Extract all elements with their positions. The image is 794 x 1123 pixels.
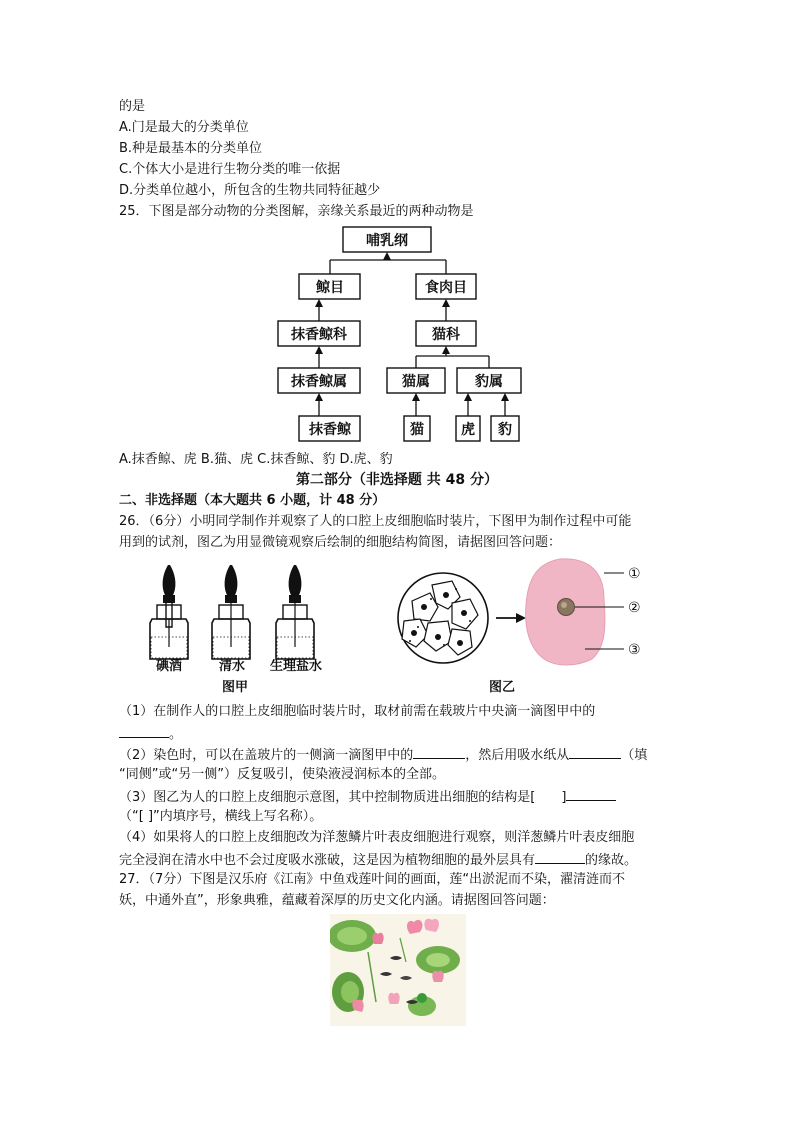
q26-sub2-line2: “同侧”或“另一侧”）反复吸引，使染液浸润标本的全部。 [119, 767, 445, 782]
part2-title: 第二部分（非选择题 共 48 分） [295, 472, 499, 488]
marker-2: ② [628, 600, 641, 616]
answer-blank-5[interactable] [535, 849, 585, 864]
arrow-right-icon [496, 613, 526, 623]
reagent-label-water: 清水 [218, 659, 246, 674]
q26-sub3-line1: （3）图乙为人的口腔上皮细胞示意图，其中控制物质进出细胞的结构是[ ] [119, 786, 616, 808]
tree-label-genus-left: 抹香鲸属 [291, 374, 347, 390]
q24-option-b: B.种是最基本的分类单位 [119, 141, 263, 156]
cell-schematic [526, 559, 624, 665]
answer-blank-2[interactable] [413, 744, 465, 759]
reagent-label-iodine: 碘酒 [155, 659, 183, 674]
answer-blank-3[interactable] [569, 744, 621, 759]
marker-1: ① [628, 566, 641, 582]
tree-label-order-right: 食肉目 [425, 280, 467, 296]
q24-option-a: A.门是最大的分类单位 [119, 120, 249, 135]
q27-stem-line1: 27．（7分）下图是汉乐府《江南》中鱼戏莲叶间的画面，莲“出淤泥而不染，濯清涟而不 [119, 872, 626, 887]
section2-heading: 二、非选择题（本大题共 6 小题，计 48 分） [119, 493, 386, 508]
q24-stem-continuation: 的是 [119, 99, 146, 114]
q26-sub4-line2: 完全浸润在清水中也不会过度吸水涨破，这是因为植物细胞的最外层具有 的缘故。 [119, 849, 637, 871]
q26-stem-line1: 26．（6分）小明同学制作并观察了人的口腔上皮细胞临时装片，下图甲为制作过程中可能 [119, 514, 632, 529]
q27-stem-line2: 妖，中通外直”，形象典雅，蕴藏着深厚的历史文化内涵。请据图回答问题： [119, 893, 555, 908]
figure-yi-caption: 图乙 [488, 680, 516, 695]
q26-sub4-line1: （4）如果将人的口腔上皮细胞改为洋葱鳞片叶表皮细胞进行观察，则洋葱鳞片叶表皮细胞 [119, 830, 635, 845]
dropper-bottle-iodine [150, 565, 188, 659]
figure-jia-caption: 图甲 [221, 680, 249, 695]
tree-label-root: 哺乳纲 [366, 233, 408, 249]
q24-option-d: D.分类单位越小，所包含的生物共同特征越少 [119, 183, 381, 198]
q26-stem-line2: 用到的试剂，图乙为用显微镜观察后绘制的细胞结构简图，请据图回答问题： [119, 535, 562, 550]
tree-label-species-2: 猫 [410, 422, 424, 438]
tree-label-species-1: 抹香鲸 [309, 422, 351, 438]
dropper-bottle-saline [276, 565, 314, 659]
tree-label-genus-mid: 猫属 [402, 374, 430, 390]
q24-option-c: C.个体大小是进行生物分类的唯一依据 [119, 162, 341, 177]
q26-sub3-line2: （“[ ]”内填序号，横线上写名称）。 [119, 809, 323, 824]
tree-label-genus-right: 豹属 [475, 374, 503, 390]
microscope-view [398, 573, 488, 663]
tree-label-order-left: 鲸目 [316, 280, 344, 296]
q26-figures [0, 555, 794, 700]
answer-blank-1[interactable] [119, 723, 169, 738]
lotus-fish-illustration [330, 914, 466, 1026]
tree-label-species-4: 豹 [498, 422, 512, 438]
answer-blank-4[interactable] [566, 786, 616, 801]
q26-sub1-line1: （1）在制作人的口腔上皮细胞临时装片时，取材前需在载玻片中央滴一滴图甲中的 [119, 704, 596, 719]
q26-sub1-line2: 。 [119, 723, 182, 745]
marker-3: ③ [628, 642, 641, 658]
q25-stem: 25．下图是部分动物的分类图解，亲缘关系最近的两种动物是 [119, 204, 474, 219]
q25-options: A.抹香鲸、虎 B.猫、虎 C.抹香鲸、豹 D.虎、豹 [119, 452, 393, 467]
tree-label-family-left: 抹香鲸科 [291, 327, 347, 343]
reagent-label-saline: 生理盐水 [269, 659, 323, 674]
q26-sub2-line1: （2）染色时，可以在盖玻片的一侧滴一滴图甲中的 ，然后用吸水纸从 （填 [119, 744, 647, 766]
classification-tree-diagram [0, 0, 794, 450]
tree-label-family-right: 猫科 [432, 327, 460, 343]
dropper-bottle-water [212, 565, 250, 659]
tree-label-species-3: 虎 [461, 422, 475, 438]
